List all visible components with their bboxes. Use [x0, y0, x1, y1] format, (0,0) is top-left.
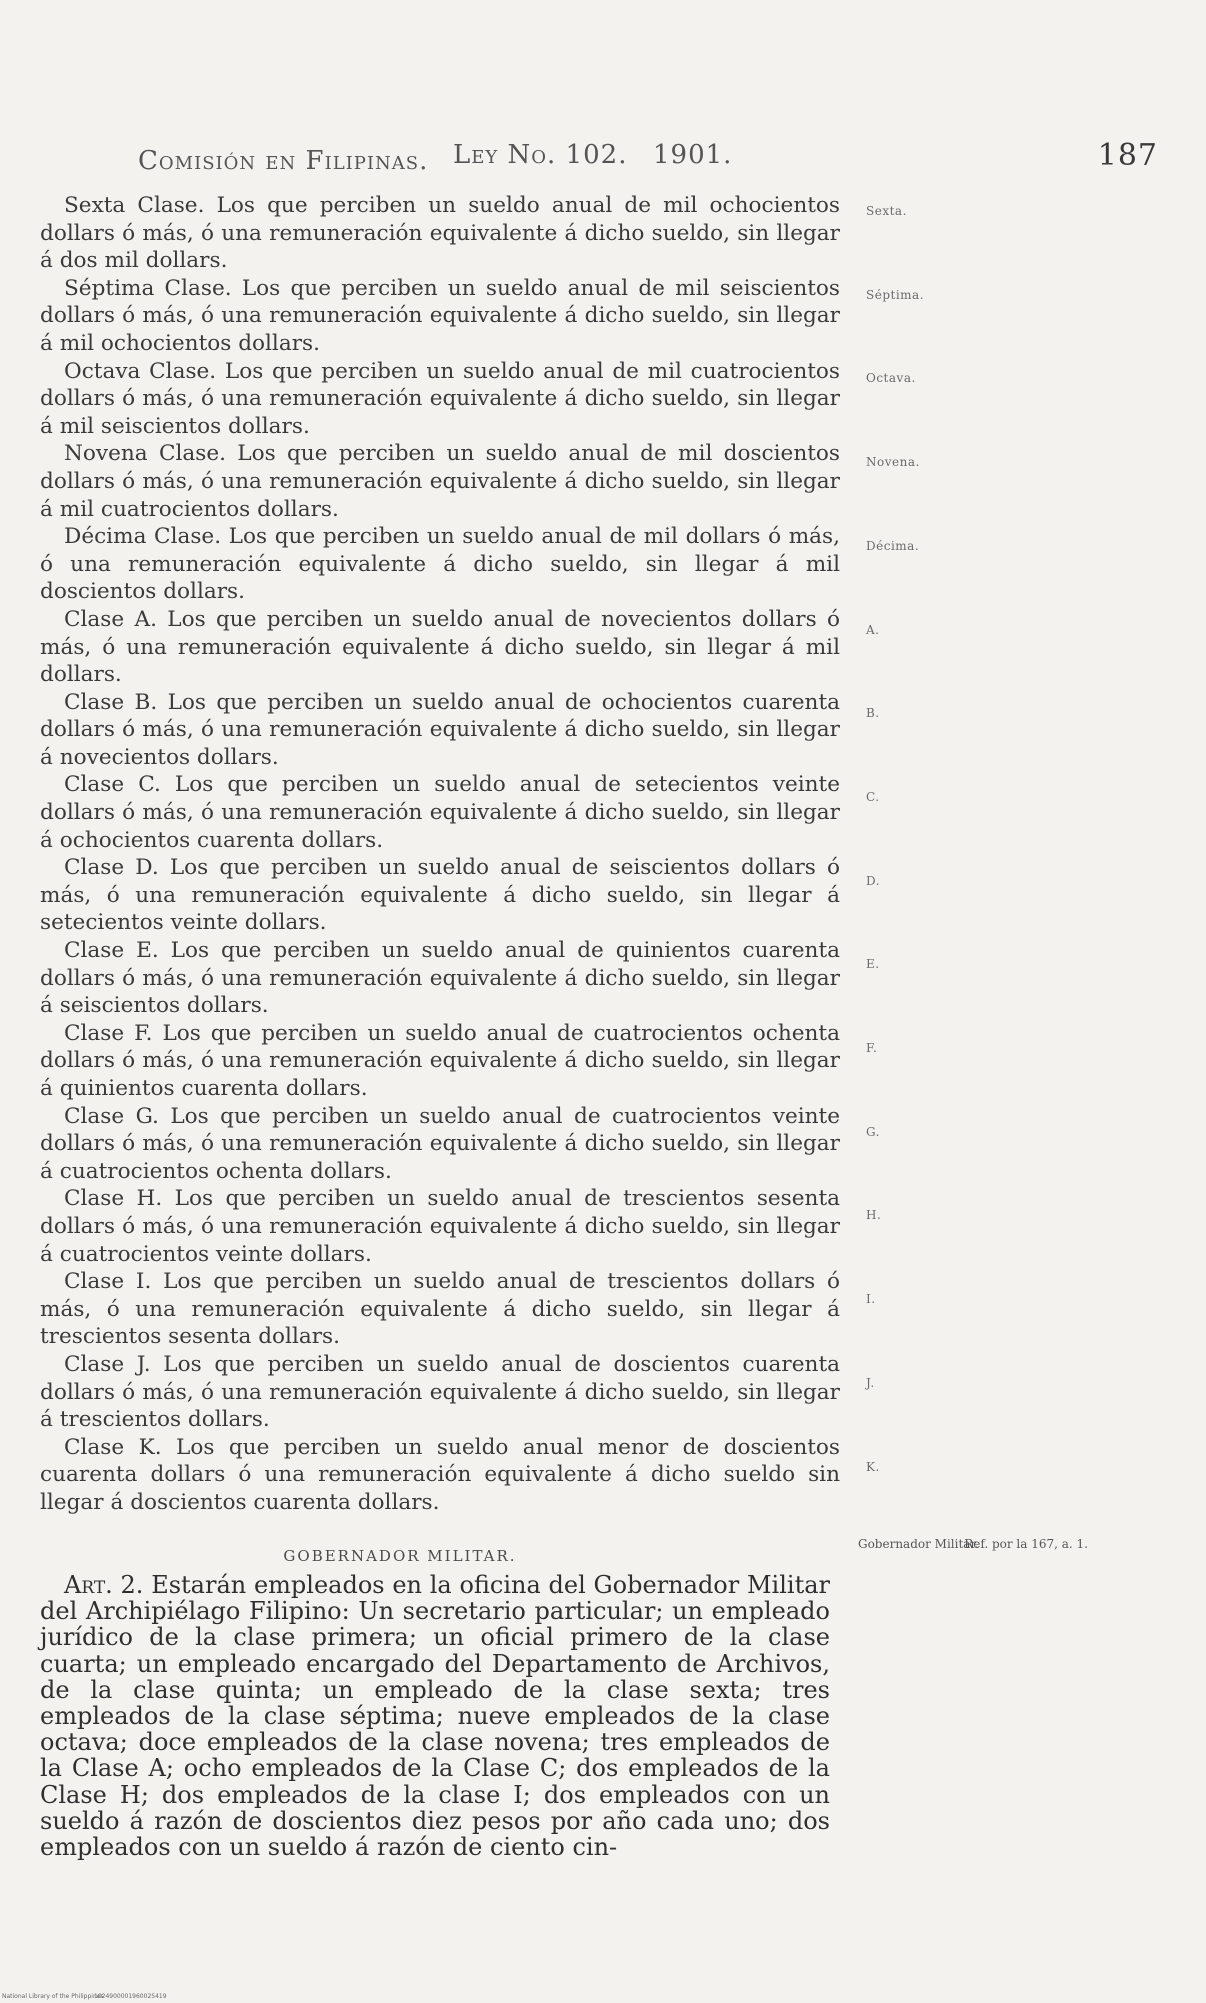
class-paragraph: Clase F. Los que perciben un sueldo anual de cuatrocientos ochenta dollars ó más, ó una remuneración equivalente á dicho sueldo, sin llegar á quinientos cuarenta dollars.	[40, 1020, 840, 1101]
class-paragraph: Octava Clase. Los que perciben un sueldo anual de mil cuatrocientos dollars ó más, ó una remuneración equivalente á dicho sueldo, sin llegar á mil seiscientos dollars.	[40, 358, 840, 439]
class-side-label: Novena.	[866, 455, 920, 470]
law-year: 1901.	[653, 140, 733, 170]
page-header	[138, 138, 1158, 178]
scan-footer	[2, 1993, 167, 2000]
class-paragraph: Clase A. Los que perciben un sueldo anual de novecientos dollars ó más, ó una remuneración equivalente á dicho sueldo, sin llegar á mil dollars.	[40, 606, 840, 688]
side-note-reference: Ref. por la 167, a. 1.	[964, 1537, 1088, 1551]
class-paragraph: Clase G. Los que perciben un sueldo anual de cuatrocientos veinte dollars ó más, ó una remuneración equivalente á dicho sueldo, sin llegar á cuatrocientos ochenta dollars.	[40, 1103, 840, 1184]
class-paragraph: Clase J. Los que perciben un sueldo anual de doscientos cuarenta dollars ó más, ó una remuneración equivalente á dicho sueldo, sin llegar á trescientos dollars.	[40, 1351, 840, 1433]
class-side-label: G.	[866, 1124, 880, 1139]
side-note-governor-text: Gobernador Militar.	[858, 1537, 979, 1551]
class-side-label: I.	[866, 1292, 876, 1307]
footer-id: 1024900001960025419	[94, 1993, 167, 2000]
article-text: Estarán empleados en la oficina del Gobernador Militar del Archipiélago Filipino: Un secretario particular; un empleado jurídico de la clase primera; un oficial primero de la clase cuarta; un empleado encargado del Departamento de Archivos, de la clase quinta; un empleado de la clase sexta; tres empleados de la clase séptima; nueve empleados de la clase octava; doce empleados de la clase novena; tres empleados de la Clase A; ocho empleados de la Clase C; dos empleados de la Clase H; dos empleados de la clase I; dos empleados con un sueldo á razón de doscientos diez pesos por año cada uno; dos empleados con un sueldo á razón de ciento cin-	[40, 1571, 830, 1862]
running-title: Comisión en Filipinas.	[138, 146, 429, 176]
class-paragraph: Clase I. Los que perciben un sueldo anual de trescientos dollars ó más, ó una remuneración equivalente á dicho sueldo, sin llegar á trescientos sesenta dollars.	[40, 1269, 840, 1350]
class-side-label: B.	[866, 706, 880, 721]
law-number: Ley No. 102.	[453, 140, 628, 170]
article-label: Art. 2.	[64, 1571, 144, 1599]
class-paragraph: Séptima Clase. Los que perciben un sueldo anual de mil seiscientos dollars ó más, ó una remuneración equivalente á dicho sueldo, sin llegar á mil ochocientos dollars.	[40, 275, 840, 356]
class-paragraph: Clase E. Los que perciben un sueldo anual de quinientos cuarenta dollars ó más, ó una remuneración equivalente á dicho sueldo, sin llegar á seiscientos dollars.	[40, 938, 840, 1019]
classes-body	[40, 192, 840, 1517]
class-paragraph: Clase D. Los que perciben un sueldo anual de seiscientos dollars ó más, ó una remuneración equivalente á dicho sueldo, sin llegar á setecientos veinte dollars.	[40, 855, 840, 936]
class-side-label: D.	[866, 873, 881, 888]
class-side-label: F.	[866, 1041, 878, 1055]
section-heading: GOBERNADOR MILITAR.	[283, 1547, 517, 1565]
class-side-label: A.	[866, 622, 880, 637]
page-number: 187	[1097, 138, 1158, 173]
class-side-label: H.	[866, 1208, 882, 1223]
class-side-label: Sexta.	[866, 204, 907, 218]
footer-library: National Library of the Philippines	[2, 1993, 104, 2000]
class-side-label: Décima.	[866, 538, 920, 553]
class-side-label: Séptima.	[866, 287, 925, 302]
class-side-label: J.	[866, 1375, 875, 1390]
class-paragraph: Clase H. Los que perciben un sueldo anual de trescientos sesenta dollars ó más, ó una remuneración equivalente á dicho sueldo, sin llegar á cuatrocientos veinte dollars.	[40, 1186, 840, 1267]
article-2	[40, 1572, 830, 1860]
class-side-label: Octava.	[866, 371, 916, 386]
class-paragraph: Sexta Clase. Los que perciben un sueldo anual de mil ochocientos dollars ó más, ó una remuneración equivalente á dicho sueldo, sin llegar á dos mil dollars.	[40, 193, 840, 274]
class-side-label: C.	[866, 789, 880, 804]
class-paragraph: Clase K. Los que perciben un sueldo anual menor de doscientos cuarenta dollars ó una remuneración equivalente á dicho sueldo sin llegar á doscientos cuarenta dollars.	[40, 1434, 840, 1515]
class-paragraph: Décima Clase. Los que perciben un sueldo anual de mil dollars ó más, ó una remuneración equivalente á dicho sueldo, sin llegar á mil doscientos dollars.	[40, 524, 840, 605]
class-paragraph: Clase B. Los que perciben un sueldo anual de ochocientos cuarenta dollars ó más, ó una remuneración equivalente á dicho sueldo, sin llegar á novecientos dollars.	[40, 689, 840, 770]
class-side-label: E.	[866, 957, 880, 972]
class-paragraph: Clase C. Los que perciben un sueldo anual de setecientos veinte dollars ó más, ó una remuneración equivalente á dicho sueldo, sin llegar á ochocientos cuarenta dollars.	[40, 772, 840, 853]
side-note-governor	[858, 1537, 1088, 1551]
class-paragraph: Novena Clase. Los que perciben un sueldo anual de mil doscientos dollars ó más, ó una remuneración equivalente á dicho sueldo, sin llegar á mil cuatrocientos dollars.	[40, 441, 840, 522]
class-side-label: K.	[866, 1459, 880, 1474]
